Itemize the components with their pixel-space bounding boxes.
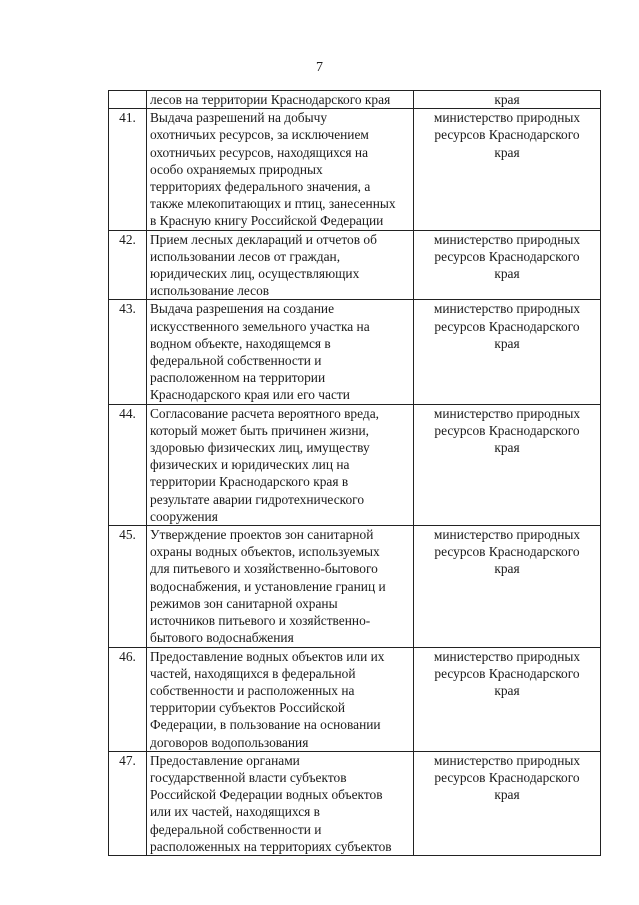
description-line: территориях федерального значения, а	[150, 179, 371, 195]
row-number: 43.	[109, 300, 147, 404]
description-line: сооружения	[150, 508, 218, 524]
authority-line: министерство природных	[433, 648, 581, 664]
row-number: 42.	[109, 230, 147, 300]
description-line: договоров водопользования	[150, 734, 309, 750]
responsible-authority	[414, 300, 601, 404]
table-row	[109, 751, 601, 855]
description-line: водном объекте, находящемся в	[150, 335, 331, 351]
authority-line: министерство природных	[433, 527, 581, 543]
service-description	[147, 404, 414, 525]
authority-line: министерство природных	[433, 301, 581, 317]
description-line: Краснодарского края или его части	[150, 387, 350, 403]
description-line: использование лесов	[150, 283, 270, 299]
services-table	[108, 90, 601, 856]
description-line: Предоставление водных объектов или их	[150, 648, 385, 664]
authority-line: министерство природных	[433, 110, 581, 126]
description-line: физических и юридических лиц на	[150, 457, 350, 473]
description-line: Прием лесных деклараций и отчетов об	[150, 231, 377, 247]
authority-line: края	[494, 92, 520, 107]
responsible-authority	[414, 526, 601, 647]
authority-line: ресурсов Краснодарского	[434, 318, 580, 334]
responsible-authority	[414, 230, 601, 300]
description-line: использовании лесов от граждан,	[150, 248, 341, 264]
service-description	[147, 230, 414, 300]
description-line: территории Краснодарского края в	[150, 474, 349, 490]
description-line: или их частей, находящихся в	[150, 804, 320, 820]
table-row	[109, 300, 601, 404]
description-line: Выдача разрешения на создание	[150, 301, 335, 317]
description-line: территории субъектов Российской	[150, 700, 346, 716]
responsible-authority	[414, 404, 601, 525]
description-line: особо охраняемых природных	[150, 161, 323, 177]
authority-line: ресурсов Краснодарского	[434, 248, 580, 264]
row-number: 44.	[109, 404, 147, 525]
authority-line: ресурсов Краснодарского	[434, 544, 580, 560]
description-line: для питьевого и хозяйственно-бытового	[150, 561, 378, 577]
description-line: охотничьих ресурсов, находящихся на	[150, 144, 369, 160]
description-line: охотничьих ресурсов, за исключением	[150, 127, 369, 143]
description-line: который может быть причинен жизни,	[150, 422, 370, 438]
description-line: Выдача разрешений на добычу	[150, 110, 328, 126]
description-line: охраны водных объектов, используемых	[150, 544, 380, 560]
description-line: расположенных на территориях субъектов	[150, 838, 392, 854]
description-line: Российской Федерации водных объектов	[150, 787, 383, 803]
responsible-authority	[414, 91, 601, 109]
authority-line: края	[494, 266, 520, 282]
table-row-continuation	[109, 91, 601, 109]
service-description	[147, 109, 414, 230]
authority-line: края	[494, 144, 520, 160]
authority-line: края	[494, 561, 520, 577]
authority-line: ресурсов Краснодарского	[434, 127, 580, 143]
description-line: государственной власти субъектов	[150, 769, 347, 785]
authority-line: края	[494, 335, 520, 351]
responsible-authority	[414, 647, 601, 751]
description-line: водоснабжения, и установление границ и	[150, 578, 386, 594]
authority-line: края	[494, 440, 520, 456]
page-number: 7	[316, 60, 323, 75]
authority-line: ресурсов Краснодарского	[434, 665, 580, 681]
description-line: федеральной собственности и	[150, 353, 322, 369]
row-number: 47.	[109, 751, 147, 855]
service-description	[147, 647, 414, 751]
description-line: частей, находящихся в федеральной	[150, 665, 356, 681]
description-line: Согласование расчета вероятного вреда,	[150, 405, 379, 421]
authority-line: ресурсов Краснодарского	[434, 769, 580, 785]
description-line: источников питьевого и хозяйственно-	[150, 613, 371, 629]
table-row	[109, 404, 601, 525]
row-number: 41.	[109, 109, 147, 230]
description-line: здоровью физических лиц, имуществу	[150, 440, 370, 456]
table-row	[109, 526, 601, 647]
description-line: Федерации, в пользование на основании	[150, 717, 381, 733]
service-description	[147, 91, 414, 109]
service-description	[147, 300, 414, 404]
description-line: Утверждение проектов зон санитарной	[150, 527, 374, 543]
table-row	[109, 109, 601, 230]
description-line: результате аварии гидротехнического	[150, 491, 365, 507]
services-table-body	[109, 91, 601, 856]
service-description	[147, 751, 414, 855]
row-number	[109, 91, 147, 109]
description-line: юридических лиц, осуществляющих	[150, 266, 360, 282]
authority-line: министерство природных	[433, 752, 581, 768]
table-row	[109, 230, 601, 300]
responsible-authority	[414, 109, 601, 230]
authority-line: края	[494, 787, 520, 803]
authority-line: ресурсов Краснодарского	[434, 422, 580, 438]
description-line: бытового водоснабжения	[150, 630, 294, 646]
row-number: 45.	[109, 526, 147, 647]
authority-line: края	[494, 682, 520, 698]
description-line: искусственного земельного участка на	[150, 318, 370, 334]
description-line: режимов зон санитарной охраны	[150, 595, 338, 611]
description-line: также млекопитающих и птиц, занесенных	[150, 196, 396, 212]
row-number: 46.	[109, 647, 147, 751]
authority-line: министерство природных	[433, 405, 581, 421]
description-line: расположенном на территории	[150, 370, 326, 386]
authority-line: министерство природных	[433, 231, 581, 247]
description-line: собственности и расположенных на	[150, 682, 355, 698]
description-line: лесов на территории Краснодарского края	[150, 92, 391, 107]
description-line: федеральной собственности и	[150, 821, 322, 837]
description-line: Предоставление органами	[150, 752, 300, 768]
table-row	[109, 647, 601, 751]
service-description	[147, 526, 414, 647]
responsible-authority	[414, 751, 601, 855]
description-line: в Красную книгу Российской Федерации	[150, 213, 384, 229]
